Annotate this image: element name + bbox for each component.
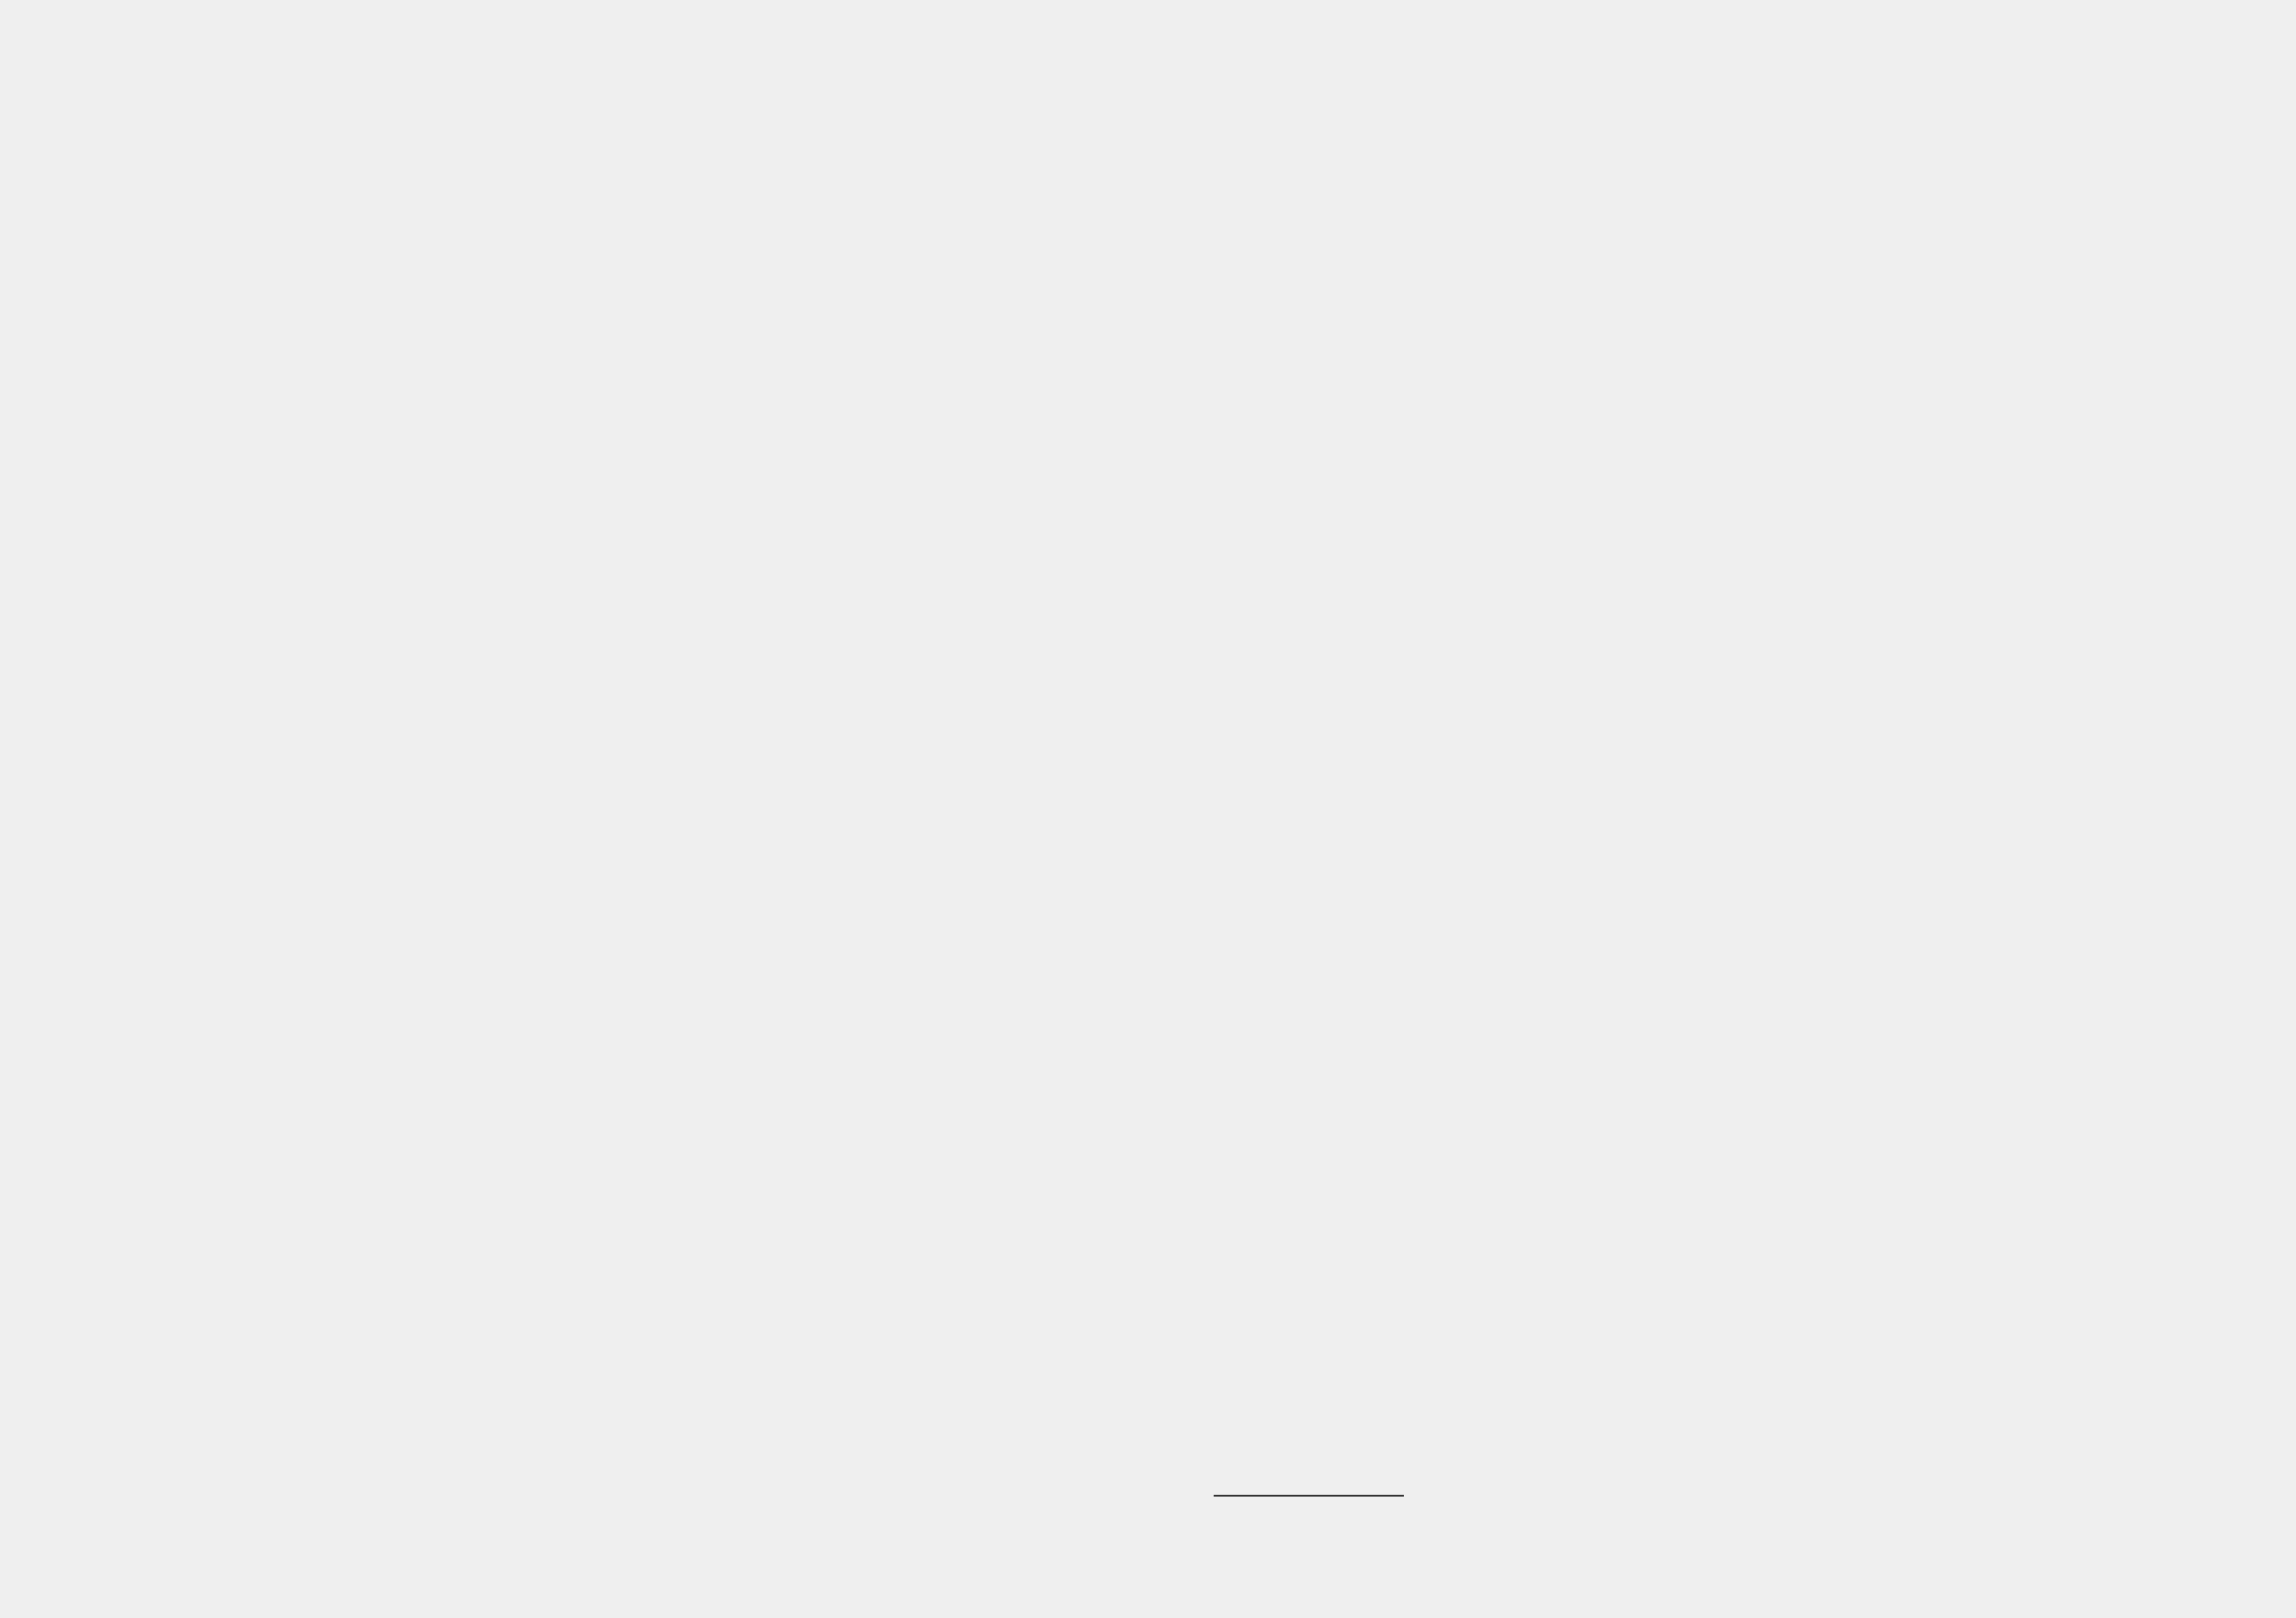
- header-col7: [1012, 118, 1136, 263]
- header-col12: [1698, 163, 1943, 254]
- header-col3: [444, 118, 589, 263]
- header-col4: [593, 118, 725, 263]
- signature-line: [1214, 1495, 1404, 1497]
- header-col9: [1290, 118, 1413, 263]
- header-col6: [865, 118, 1010, 263]
- header-group-family: [1698, 104, 2142, 159]
- header-col8: [1139, 118, 1286, 263]
- header-col5: [732, 118, 859, 263]
- header-col10: [1416, 118, 1544, 263]
- header-col11: [1546, 118, 1693, 263]
- header-col13: [1945, 163, 2190, 254]
- header-col2: [163, 118, 439, 263]
- header-col1: [121, 118, 149, 263]
